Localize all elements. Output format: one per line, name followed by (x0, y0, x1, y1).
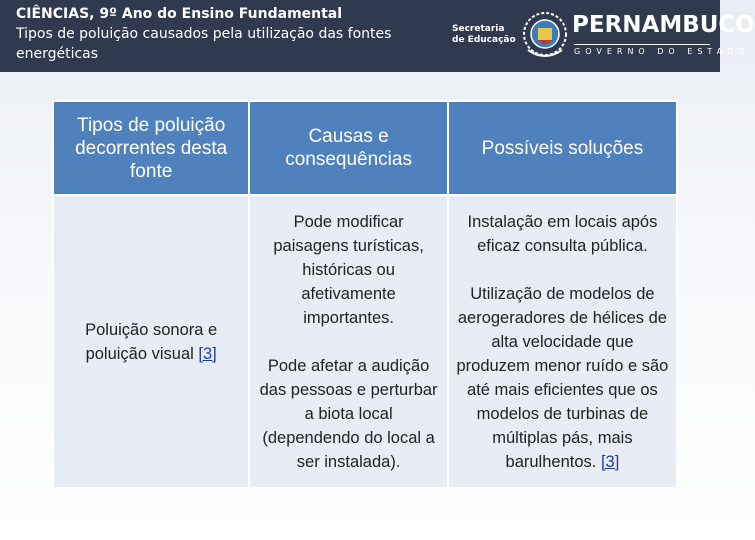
government-logo (452, 8, 755, 64)
header-pollution-types: Tipos de poluição decorrentes desta fonte (53, 101, 249, 195)
state-name: PERNAMBUCO (572, 12, 755, 38)
table-row (53, 195, 677, 488)
solution-2-para (455, 282, 670, 474)
table-header-row (53, 101, 677, 195)
cause-2: Pode afetar a audição das pessoas e perturbar a biota local (dependendo do local a ser instalada). (259, 356, 438, 471)
slide-header (0, 0, 755, 72)
cell-pollution-type (53, 195, 249, 488)
cell-solutions (448, 195, 677, 488)
reference-link[interactable]: [3] (198, 344, 217, 363)
coat-of-arms-icon (522, 10, 568, 60)
solution-1: Instalação em locais após eficaz consulta pública. (467, 212, 658, 255)
pollution-table (52, 100, 678, 489)
state-subtitle: GOVERNO DO ESTADO (574, 44, 710, 56)
header-subtitle: Tipos de poluição causados pela utilização das fontes energéticas (16, 26, 392, 62)
cell-causes (249, 195, 448, 488)
reference-link[interactable]: [3] (600, 452, 620, 471)
pollution-type-text: Poluição sonora e poluição visual (85, 320, 218, 363)
solution-2: Utilização de modelos de aerogeradores de hélices de alta velocidade que produzem menor ruído e são até mais eficientes que os modelos de turbinas de múltiplas pás, mais barulhentos. (456, 284, 669, 471)
header-title: CIÊNCIAS, 9º Ano do Ensino Fundamental (16, 6, 343, 22)
secretaria-label: Secretaria de Educação (452, 24, 516, 45)
header-causes: Causas e consequências (249, 101, 448, 195)
header-solutions: Possíveis soluções (448, 101, 677, 195)
cause-1: Pode modificar paisagens turísticas, históricas ou afetivamente importantes. (273, 212, 424, 327)
header-text (16, 4, 436, 64)
